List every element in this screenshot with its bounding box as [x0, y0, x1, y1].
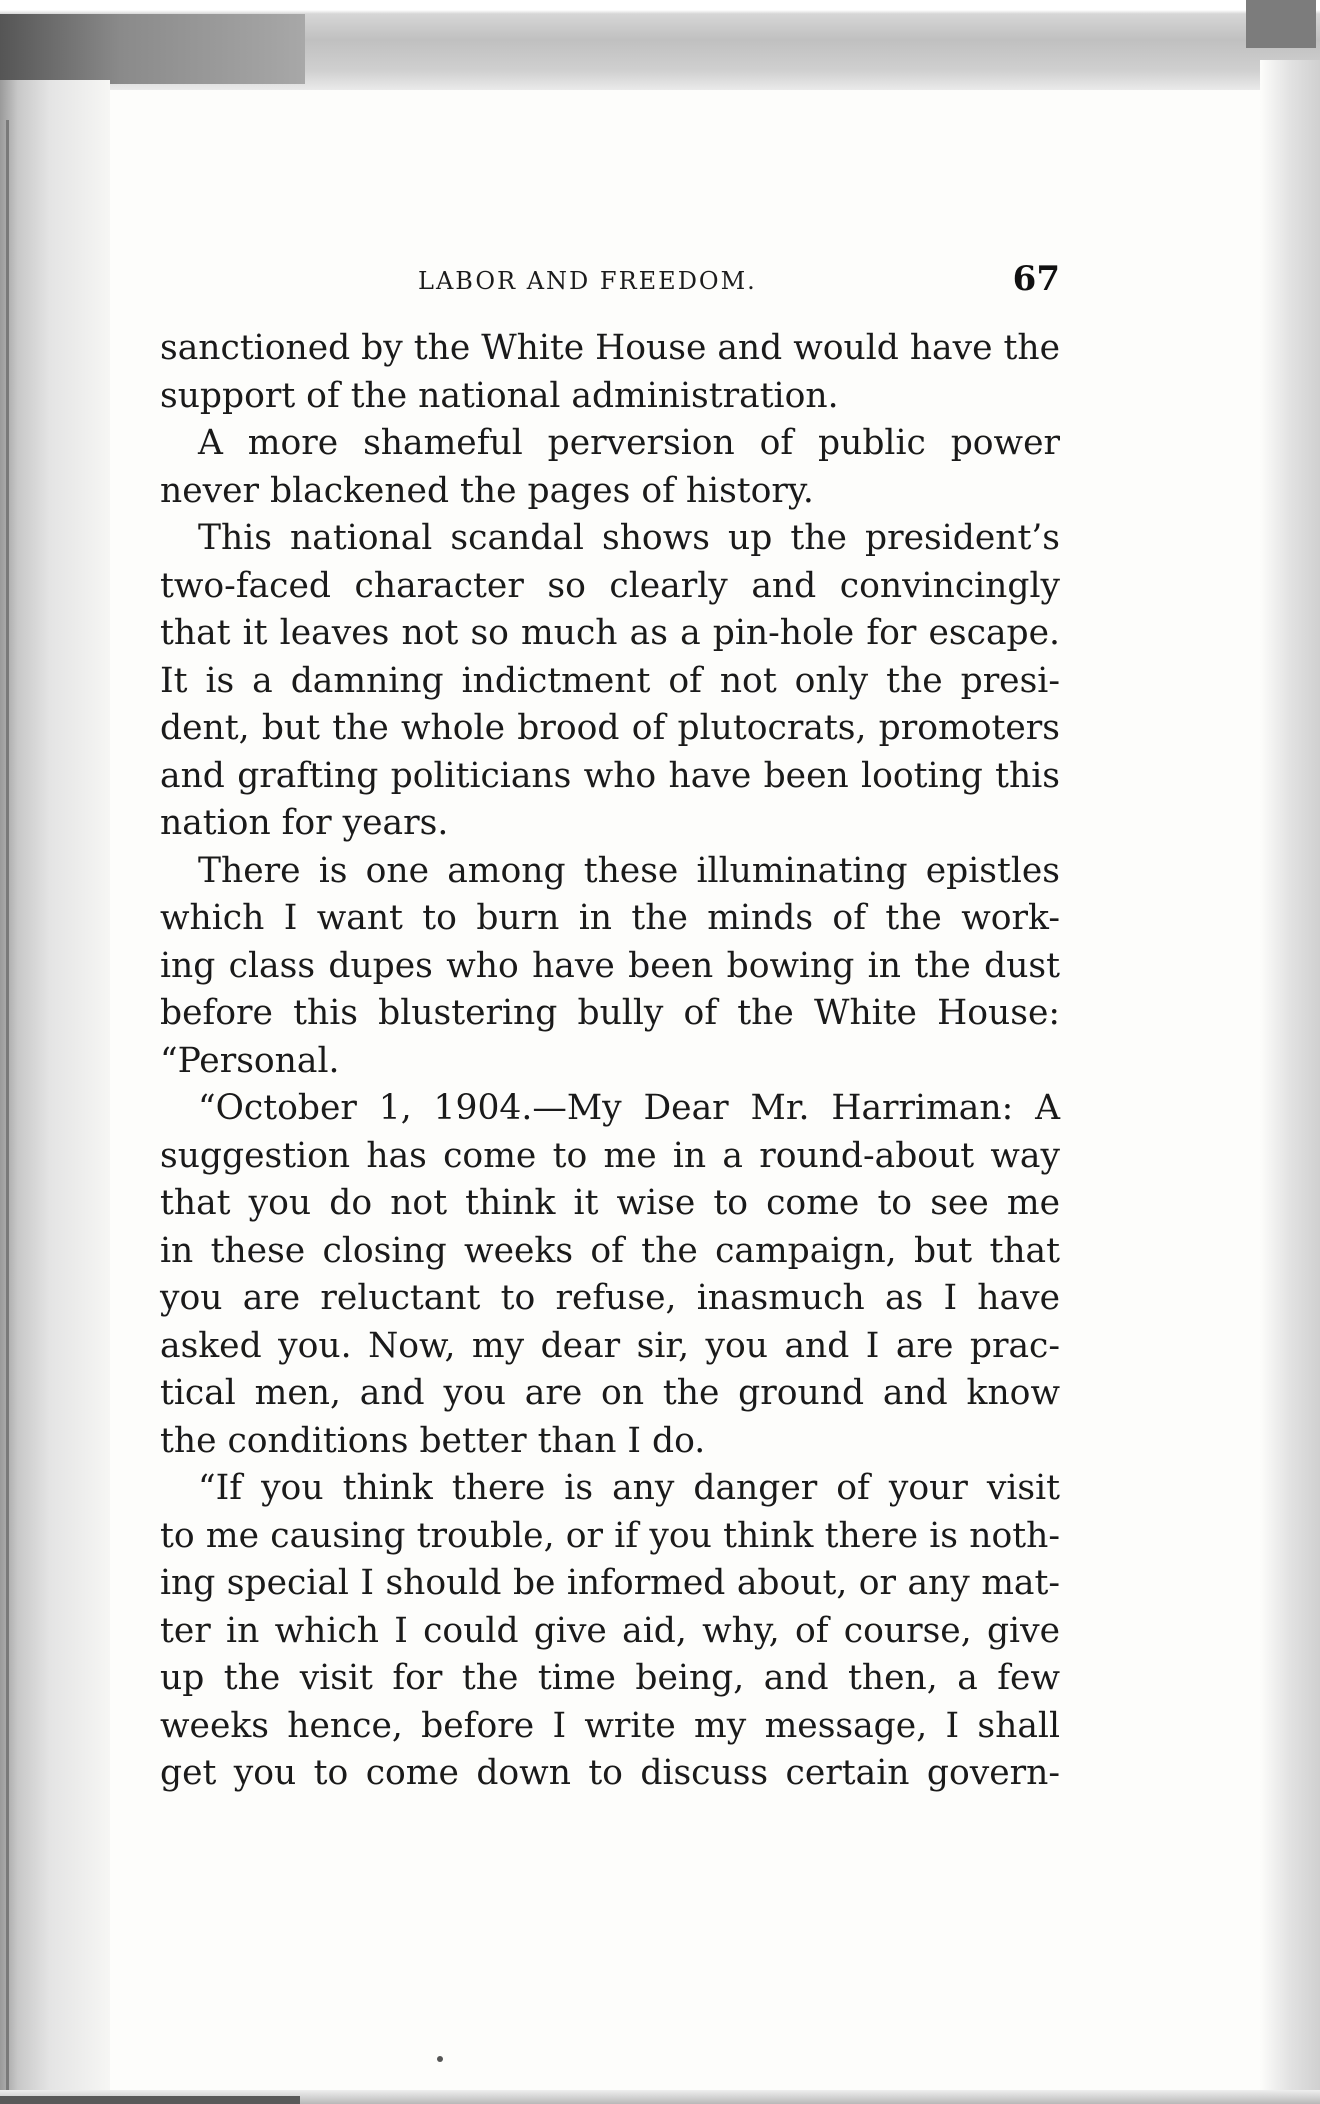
text-line: “If you think there is any danger of your visit [198, 1468, 1060, 1508]
scan-top-left-shadow [0, 14, 305, 84]
text-line: up the visit for the time being, and then, a few [160, 1658, 1060, 1698]
text-line: which I want to burn in the minds of the work- [160, 898, 1060, 938]
text-line: ing class dupes who have been bowing in the dust [160, 945, 1060, 986]
running-head [160, 259, 1060, 303]
text-line: that you do not think it wise to come to see me [160, 1183, 1060, 1223]
text-line: There is one among these illuminating epistles [198, 850, 1060, 891]
text-line: It is a damning indictment of not only the presi- [160, 660, 1060, 701]
text-line: support of the national administration. [160, 375, 839, 416]
scan-left-gutter [0, 80, 110, 2104]
scan-top-right-shadow [1246, 0, 1316, 48]
text-line: ing special I should be informed about, or any mat- [160, 1563, 1060, 1603]
running-head-title: LABOR AND FREEDOM. [418, 267, 757, 295]
text-line: sanctioned by the White House and would have the [160, 328, 1060, 368]
text-line: in these closing weeks of the campaign, but that [160, 1230, 1060, 1271]
scan-left-edge-line [6, 120, 9, 2100]
text-line: dent, but the whole brood of plutocrats, promoters [160, 708, 1060, 748]
text-line: and grafting politicians who have been looting this [160, 755, 1060, 796]
text-line: get you to come down to discuss certain govern- [160, 1753, 1060, 1793]
text-line: two-faced character so clearly and convincingly [160, 565, 1060, 606]
text-line: never blackened the pages of history. [160, 470, 814, 511]
text-line: This national scandal shows up the president’s [198, 518, 1060, 558]
body-text [160, 325, 1060, 1798]
text-line: to me causing trouble, or if you think there is noth- [160, 1515, 1060, 1556]
text-line: A more shameful perversion of public power [198, 423, 1060, 463]
text-line: “Personal. [160, 1040, 340, 1081]
text-line: weeks hence, before I write my message, I shall [160, 1705, 1060, 1746]
scan-bottom-left-shadow [0, 2096, 300, 2104]
text-line: ter in which I could give aid, why, of course, give [160, 1610, 1060, 1651]
text-line: that it leaves not so much as a pin-hole for escape. [160, 613, 1060, 653]
text-line: suggestion has come to me in a round-about way [160, 1135, 1060, 1176]
text-line: you are reluctant to refuse, inasmuch as I have [160, 1278, 1060, 1318]
text-line: tical men, and you are on the ground and know [160, 1373, 1060, 1413]
page-number: 67 [1012, 259, 1060, 299]
text-line: before this blustering bully of the White House: [160, 993, 1060, 1033]
scan-right-edge [1260, 60, 1320, 2104]
text-line: nation for years. [160, 803, 449, 843]
text-line: the conditions better than I do. [160, 1420, 706, 1461]
text-line: asked you. Now, my dear sir, you and I are prac- [160, 1325, 1060, 1366]
scan-speck [437, 2056, 443, 2062]
text-line: “October 1, 1904.—My Dear Mr. Harriman: A [198, 1088, 1060, 1128]
